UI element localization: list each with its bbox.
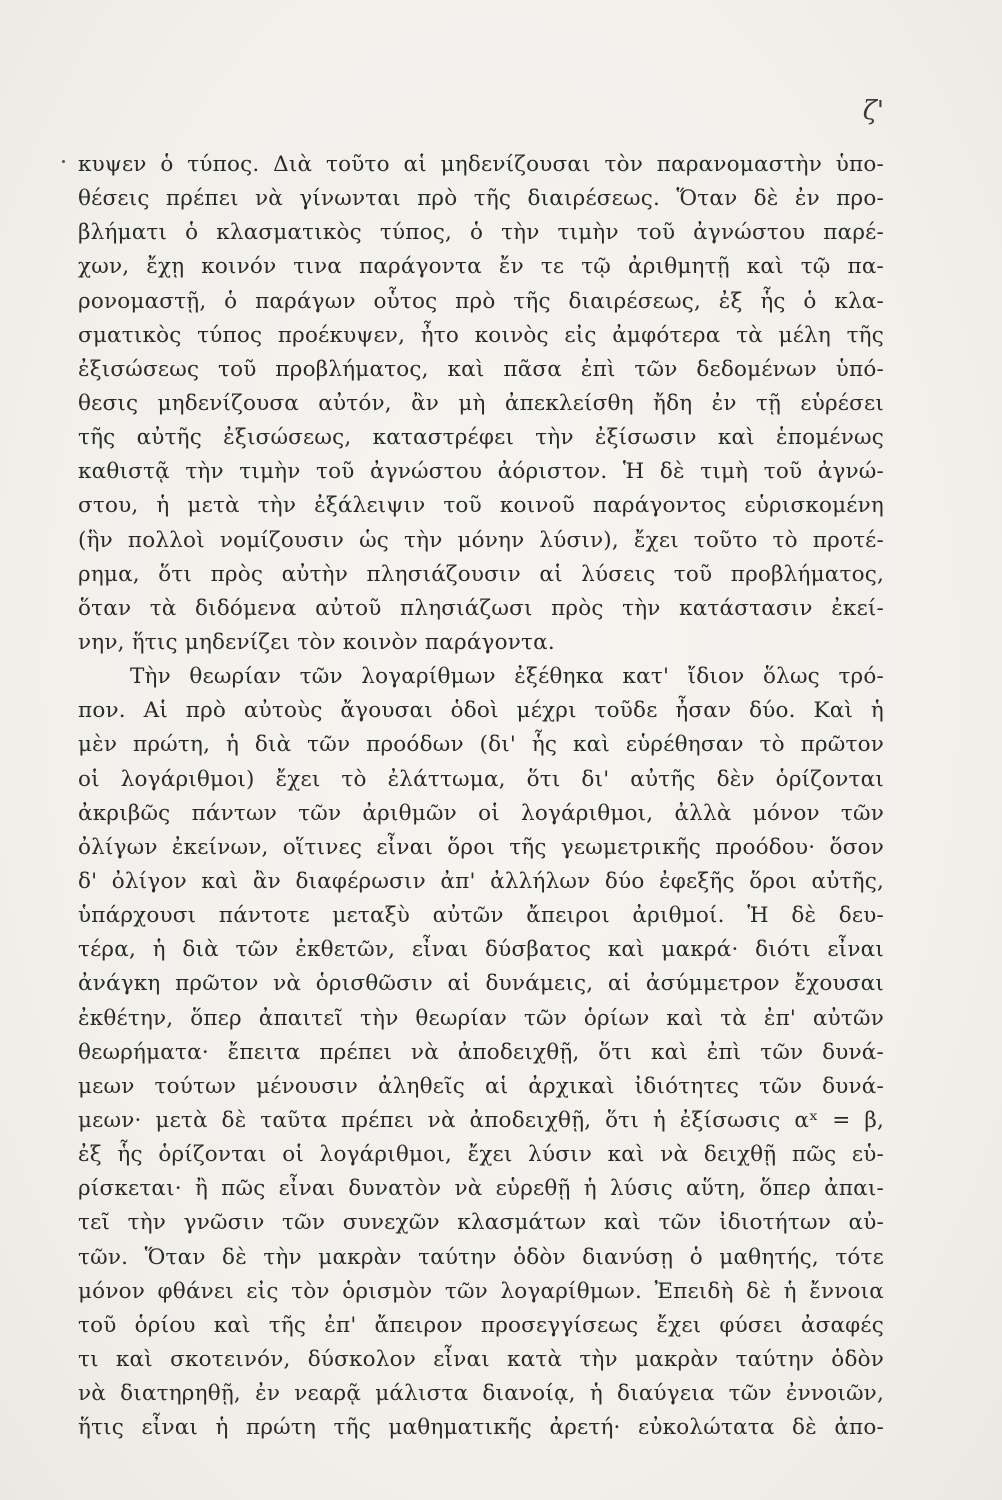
text-line: δ' ὀλίγον καὶ ἂν διαφέρωσιν ἀπ' ἀλλήλων δύο ἐφεξῆς ὅροι αὐτῆς,: [78, 868, 884, 894]
text-line: θεσις μηδενίζουσα αὐτόν, ἂν μὴ ἀπεκλείσθη ἤδη ἐν τῇ εὑρέσει: [78, 390, 884, 416]
text-line: ὑπάρχουσι πάντοτε μεταξὺ αὐτῶν ἄπειροι ἀριθμοί. Ἡ δὲ δευ-: [78, 903, 884, 929]
text-line: οἱ λογάριθμοι) ἔχει τὸ ἐλάττωμα, ὅτι δι' αὐτῆς δὲν ὁρίζονται: [78, 766, 884, 792]
text-line: κυψεν ὁ τύπος. Διὰ τοῦτο αἱ μηδενίζουσαι τὸν παρανομαστὴν ὑπο-: [78, 152, 884, 177]
text-line: ἐξισώσεως τοῦ προβλήματος, καὶ πᾶσα ἐπὶ τῶν δεδομένων ὑπό-: [78, 356, 884, 382]
text-line: (ἣν πολλοὶ νομίζουσιν ὡς τὴν μόνην λύσιν), ἔχει τοῦτο τὸ προτέ-: [78, 527, 884, 553]
text-line: τῶν. Ὅταν δὲ τὴν μακρὰν ταύτην ὁδὸν διανύσῃ ὁ μαθητής, τότε: [78, 1244, 884, 1270]
text-line: καθιστᾷ τὴν τιμὴν τοῦ ἀγνώστου ἀόριστον. Ἡ δὲ τιμὴ τοῦ ἀγνώ-: [78, 459, 884, 485]
text-line: ἐξ ἧς ὁρίζονται οἱ λογάριθμοι, ἔχει λύσιν καὶ νὰ δειχθῇ πῶς εὑ-: [78, 1142, 884, 1168]
text-line: ρονομαστῇ, ὁ παράγων οὗτος πρὸ τῆς διαιρέσεως, ἐξ ἧς ὁ κλα-: [78, 288, 884, 314]
text-line: θεωρήματα· ἔπειτα πρέπει νὰ ἀποδειχθῇ, ὅτι καὶ ἐπὶ τῶν δυνά-: [78, 1039, 884, 1065]
text-line: ρημα, ὅτι πρὸς αὐτὴν πλησιάζουσιν αἱ λύσεις τοῦ προβλήματος,: [78, 561, 884, 587]
text-line: στου, ἡ μετὰ τὴν ἐξάλειψιν τοῦ κοινοῦ παράγοντος εὑρισκομένη: [78, 493, 884, 519]
text-line: ἀκριβῶς πάντων τῶν ἀριθμῶν οἱ λογάριθμοι, ἀλλὰ μόνον τῶν: [78, 800, 884, 826]
page-number: ζ': [862, 96, 884, 126]
text-line: ἐκθέτην, ὅπερ ἀπαιτεῖ τὴν θεωρίαν τῶν ὁρίων καὶ τὰ ἐπ' αὐτῶν: [78, 1005, 884, 1031]
text-line: σματικὸς τύπος προέκυψεν, ἦτο κοινὸς εἰς ἀμφότερα τὰ μέλη τῆς: [78, 322, 884, 348]
text-line: μεων τούτων μένουσιν ἀληθεῖς αἱ ἀρχικαὶ ἰδιότητες τῶν δυνά-: [78, 1073, 884, 1099]
text-line: ἥτις εἶναι ἡ πρώτη τῆς μαθηματικῆς ἀρετή· εὐκολώτατα δὲ ἀπο-: [78, 1415, 884, 1441]
text-line: ρίσκεται· ἢ πῶς εἶναι δυνατὸν νὰ εὑρεθῇ ἡ λύσις αὕτη, ὅπερ ἀπαι-: [78, 1176, 884, 1202]
text-line: βλήματι ὁ κλασματικὸς τύπος, ὁ τὴν τιμὴν τοῦ ἀγνώστου παρέ-: [78, 220, 884, 246]
body-text: [78, 148, 884, 1445]
text-line: ἀνάγκη πρῶτον νὰ ὁρισθῶσιν αἱ δυνάμεις, αἱ ἀσύμμετρον ἔχουσαι: [78, 971, 884, 997]
text-line: τι καὶ σκοτεινόν, δύσκολον εἶναι κατὰ τὴν μακρὰν ταύτην ὁδὸν: [78, 1346, 884, 1372]
text-line: τοῦ ὁρίου καὶ τῆς ἐπ' ἄπειρον προσεγγίσεως ἔχει φύσει ἀσαφές: [78, 1312, 884, 1338]
text-line: ὅταν τὰ διδόμενα αὐτοῦ πλησιάζωσι πρὸς τὴν κατάστασιν ἐκεί-: [78, 595, 884, 621]
text-line: ὀλίγων ἐκείνων, οἵτινες εἶναι ὅροι τῆς γεωμετρικῆς προόδου· ὅσον: [78, 834, 884, 860]
text-line: νην, ἥτις μηδενίζει τὸν κοινὸν παράγοντα.: [78, 629, 555, 655]
text-line: μὲν πρώτη, ἡ διὰ τῶν προόδων (δι' ἧς καὶ εὑρέθησαν τὸ πρῶτον: [78, 732, 884, 758]
text-line: νὰ διατηρηθῇ, ἐν νεαρᾷ μάλιστα διανοίᾳ, ἡ διαύγεια τῶν ἐννοιῶν,: [78, 1381, 884, 1407]
text-line: πον. Αἱ πρὸ αὐτοὺς ἄγουσαι ὁδοὶ μέχρι τοῦδε ἦσαν δύο. Καὶ ἡ: [78, 698, 884, 724]
text-line: τεῖ τὴν γνῶσιν τῶν συνεχῶν κλασμάτων καὶ τῶν ἰδιοτήτων αὐ-: [78, 1210, 884, 1236]
text-line: τέρα, ἡ διὰ τῶν ἐκθετῶν, εἶναι δύσβατος καὶ μακρά· διότι εἶναι: [78, 937, 884, 963]
text-line: χων, ἔχῃ κοινόν τινα παράγοντα ἔν τε τῷ ἀριθμητῇ καὶ τῷ πα-: [78, 254, 884, 280]
text-line: θέσεις πρέπει νὰ γίνωνται πρὸ τῆς διαιρέσεως. Ὅταν δὲ ἐν προ-: [78, 186, 884, 212]
text-line: μόνον φθάνει εἰς τὸν ὁρισμὸν τῶν λογαρίθμων. Ἐπειδὴ δὲ ἡ ἔννοια: [78, 1278, 884, 1304]
text-line: τῆς αὐτῆς ἐξισώσεως, καταστρέφει τὴν ἐξίσωσιν καὶ ἑπομένως: [78, 425, 884, 451]
paragraph-start-line: Τὴν θεωρίαν τῶν λογαρίθμων ἐξέθηκα κατ' ἴδιον ὅλως τρό-: [130, 664, 884, 690]
text-line: μεων· μετὰ δὲ ταῦτα πρέπει νὰ ἀποδειχθῇ, ὅτι ἡ ἐξίσωσις αˣ = β,: [78, 1107, 884, 1133]
ink-speck: [62, 160, 65, 163]
